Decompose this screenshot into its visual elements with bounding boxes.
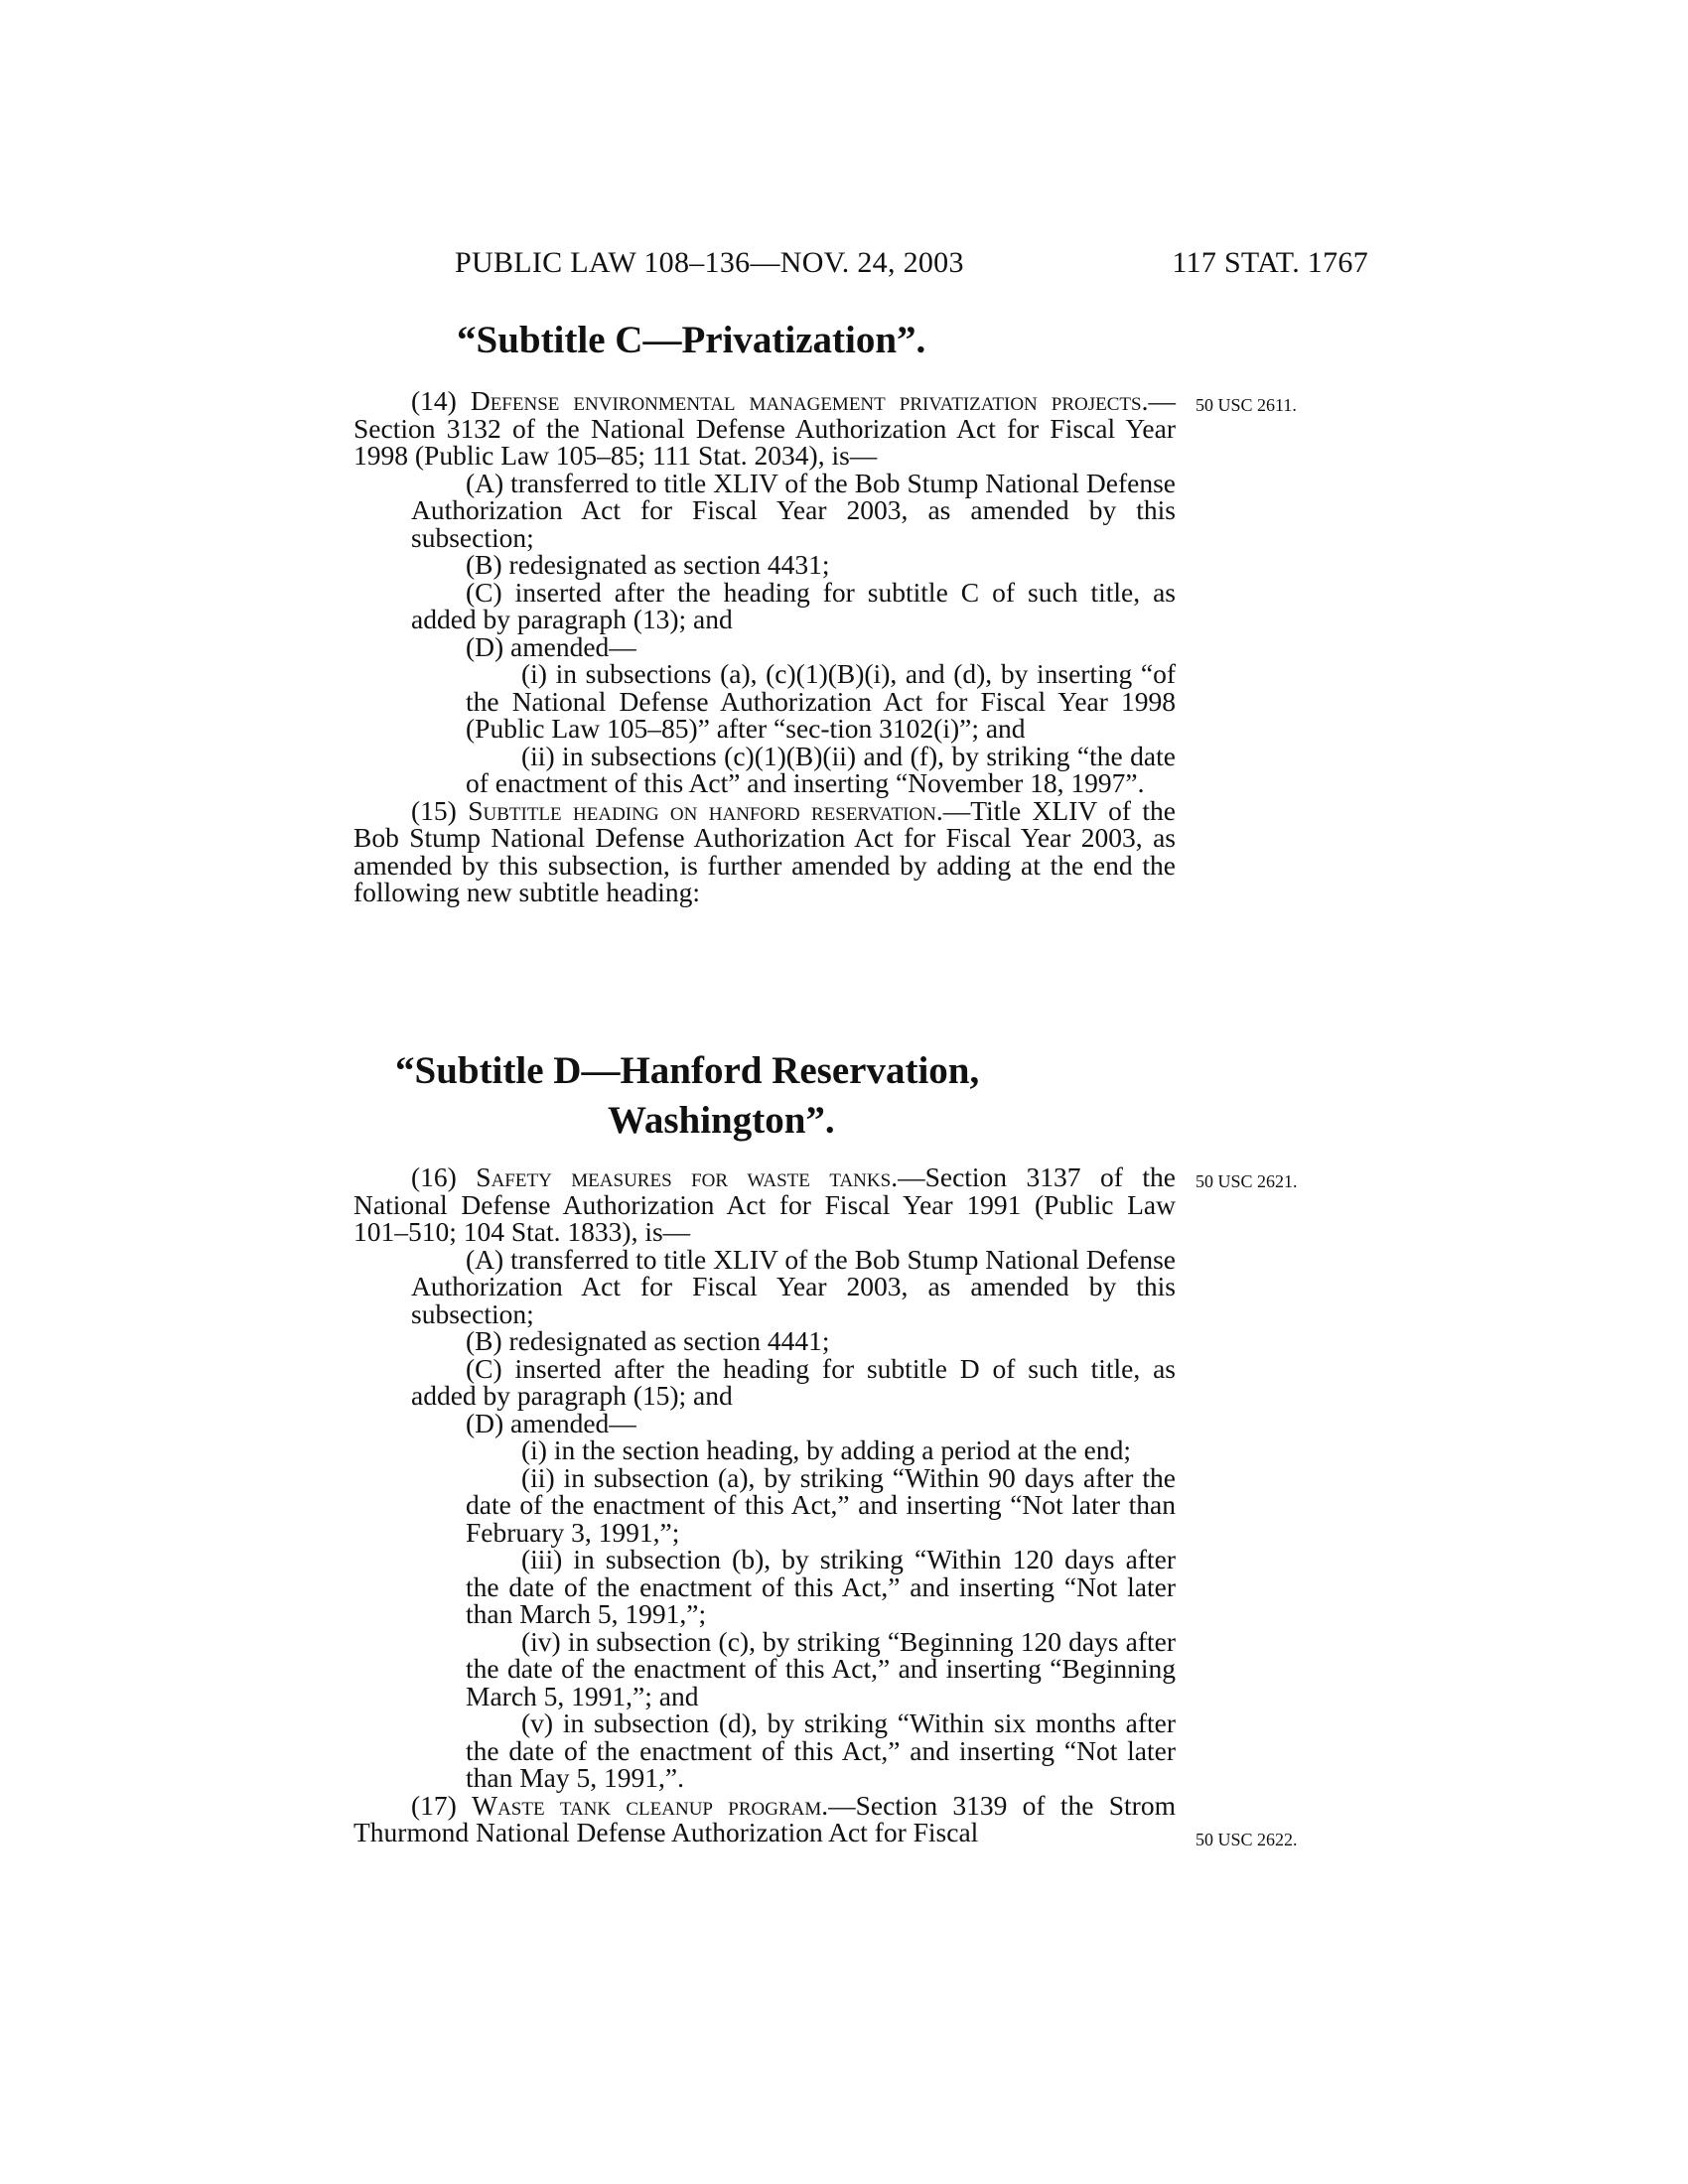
margin-note-usc-2622: 50 USC 2622. (1196, 1830, 1298, 1849)
paragraph-14-caption: Defense environmental management privatization projects (470, 385, 1142, 416)
header-stat-page: 117 STAT. 1767 (1172, 246, 1368, 279)
running-header (455, 246, 1368, 286)
paragraph-14-D-i: (i) in subsections (a), (c)(1)(B)(i), and (d), by inserting “of the National Defense Authorization Act for Fiscal Year 1998 (Public Law 105–85)” after “sec-tion 3102(i)”; and (466, 658, 1176, 744)
margin-note-usc-2621: 50 USC 2621. (1196, 1171, 1298, 1191)
paragraph-17-caption: Waste tank cleanup program (472, 1789, 822, 1821)
header-citation: PUBLIC LAW 108–136—NOV. 24, 2003 (455, 246, 964, 279)
subtitle-c-heading: “Subtitle C—Privatization”. (457, 319, 926, 361)
paragraph-16-D: (D) amended— (466, 1407, 636, 1438)
paragraph-15-caption: Subtitle heading on hanford reservation (468, 794, 936, 826)
paragraph-14-intro: (14) Defense environmental management privatization projects.—Section 3132 of the National Defense Authorization Act for Fiscal Year 1998 (Public Law 105–85; 111 Stat. 2034), is— (353, 385, 1176, 471)
paragraph-16-D-ii: (ii) in subsection (a), by striking “Within 90 days after the date of the enactment of this Act,” and inserting “Not later than February 3, 1991,”; (466, 1461, 1176, 1548)
subtitle-d-heading (395, 1046, 1289, 1146)
paragraph-15: (15) Subtitle heading on hanford reservation.—Title XLIV of the Bob Stump National Defense Authorization Act for Fiscal Year 2003, as amended by this subsection, is further amended by adding at the end the following new subtitle heading: (353, 794, 1176, 907)
subtitle-d-line1: “Subtitle D—Hanford Reservation, (395, 1049, 980, 1092)
paragraph-14-D: (D) amended— (466, 630, 636, 662)
paragraphs-16-17 (353, 1163, 1176, 1846)
paragraph-17-intro: (17) Waste tank cleanup program.—Section 3139 of the Strom Thurmond National Defense Authorization Act for Fiscal (353, 1789, 1176, 1847)
paragraphs-14-15 (353, 387, 1176, 906)
subtitle-d-line2: Washington”. (608, 1099, 835, 1142)
margin-note-usc-2611: 50 USC 2611. (1196, 395, 1297, 415)
paragraph-14-C: (C) inserted after the heading for subtitle C of such title, as added by paragraph (13); and (411, 576, 1176, 634)
paragraph-16-D-iv: (iv) in subsection (c), by striking “Beginning 120 days after the date of the enactment of this Act,” and inserting “Beginning March 5, 1991,”; and (466, 1625, 1176, 1711)
paragraph-16-D-v: (v) in subsection (d), by striking “Within six months after the date of the enactment of this Act,” and inserting “Not later than May 5, 1991,”. (466, 1707, 1176, 1793)
paragraph-14-A: (A) transferred to title XLIV of the Bob Stump National Defense Authorization Act for Fiscal Year 2003, as amended by this subsection; (411, 467, 1176, 553)
paragraph-14-B: (B) redesignated as section 4431; (466, 549, 830, 580)
paragraph-16-D-iii: (iii) in subsection (b), by striking “Within 120 days after the date of the enactment of this Act,” and inserting “Not later than March 5, 1991,”; (466, 1544, 1176, 1629)
paragraph-16-intro: (16) Safety measures for waste tanks.—Section 3137 of the National Defense Authorization Act for Fiscal Year 1991 (Public Law 101–510; 104 Stat. 1833), is— (353, 1161, 1176, 1247)
paragraph-16-caption: Safety measures for waste tanks (476, 1161, 892, 1192)
paragraph-14-D-ii: (ii) in subsections (c)(1)(B)(ii) and (f), by striking “the date of enactment of this Act” and inserting “November 18, 1997”. (466, 740, 1176, 798)
paragraph-16-B: (B) redesignated as section 4441; (466, 1325, 830, 1356)
paragraph-16-C: (C) inserted after the heading for subtitle D of such title, as added by paragraph (15); and (411, 1352, 1176, 1411)
paragraph-16-A: (A) transferred to title XLIV of the Bob Stump National Defense Authorization Act for Fiscal Year 2003, as amended by this subsection; (411, 1243, 1176, 1329)
paragraph-16-D-i: (i) in the section heading, by adding a period at the end; (521, 1434, 1131, 1465)
